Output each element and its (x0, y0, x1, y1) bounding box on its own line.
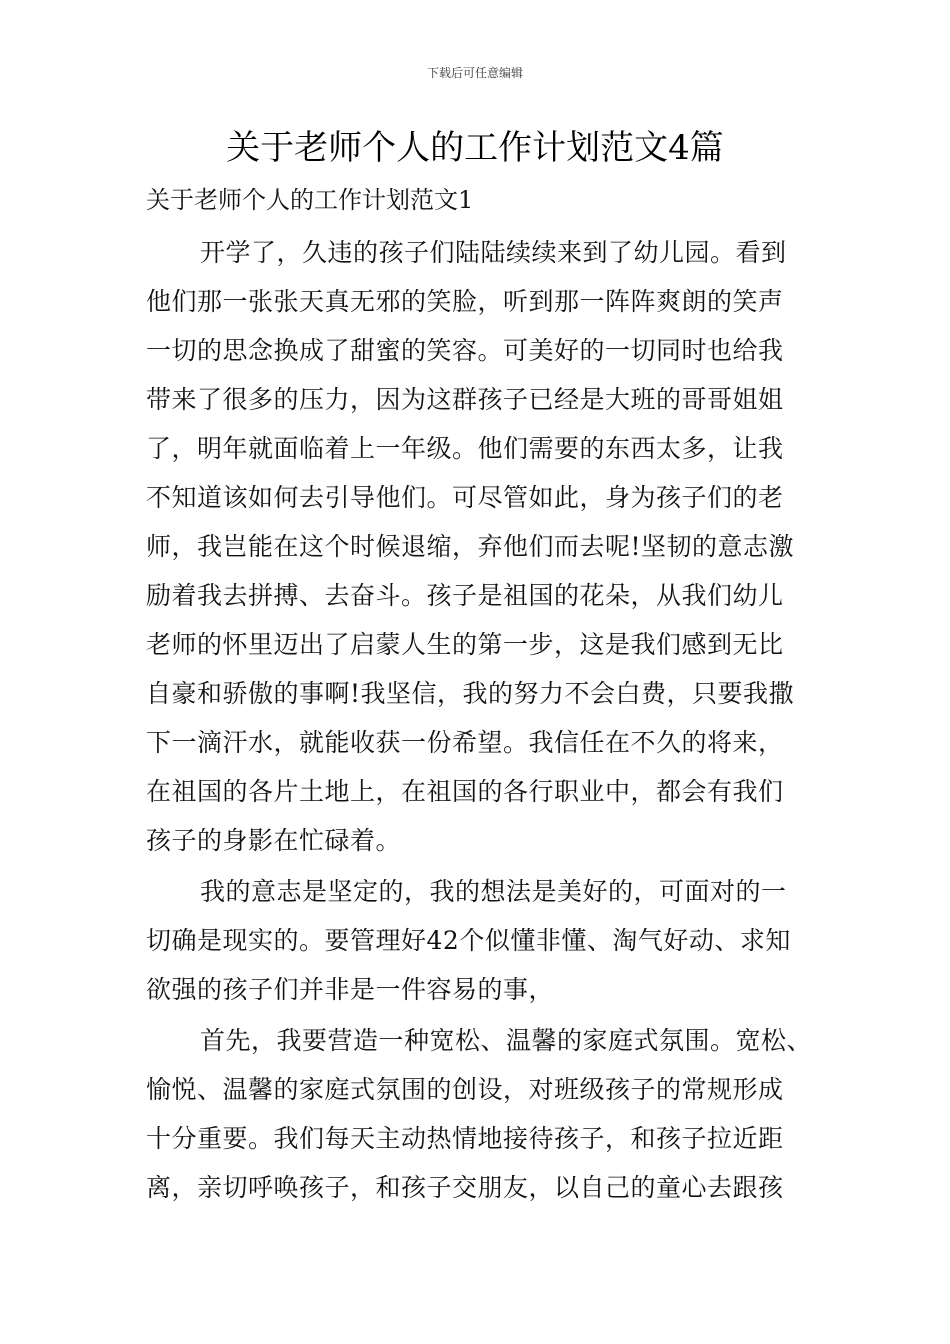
paragraph-line: 一切的思念换成了甜蜜的笑容。可美好的一切同时也给我 (146, 336, 784, 365)
paragraph-line: 我的意志是坚定的，我的想法是美好的，可面对的一 (200, 877, 787, 906)
paragraph-line: 师，我岂能在这个时候退缩，弃他们而去呢!坚韧的意志激 (146, 532, 795, 561)
paragraph-line: 切确是现实的。要管理好42个似懂非懂、淘气好动、求知 (146, 926, 791, 955)
paragraph-line: 老师的怀里迈出了启蒙人生的第一步，这是我们感到无比 (146, 630, 784, 659)
paragraph-line: 首先，我要营造一种宽松、温馨的家庭式氛围。宽松、 (200, 1026, 813, 1055)
paragraph-line: 愉悦、温馨的家庭式氛围的创设，对班级孩子的常规形成 (146, 1075, 784, 1104)
body-text (146, 228, 826, 1214)
paragraph-line: 孩子的身影在忙碌着。 (146, 826, 402, 855)
paragraph-line: 开学了，久违的孩子们陆陆续续来到了幼儿园。看到 (200, 238, 787, 267)
paragraph-line: 带来了很多的压力，因为这群孩子已经是大班的哥哥姐姐 (146, 385, 784, 414)
paragraph-line: 欲强的孩子们并非是一件容易的事， (146, 975, 555, 1004)
paragraph-line: 励着我去拼搏、去奋斗。孩子是祖国的花朵，从我们幼儿 (146, 581, 784, 610)
header-note: 下载后可任意编辑 (426, 66, 523, 80)
paragraph-line: 自豪和骄傲的事啊!我坚信，我的努力不会白费，只要我撒 (146, 679, 795, 708)
paragraph-line: 在祖国的各片土地上，在祖国的各行职业中，都会有我们 (146, 777, 784, 806)
paragraph-line: 下一滴汗水，就能收获一份希望。我信任在不久的将来， (146, 728, 784, 757)
document-title: 关于老师个人的工作计划范文4篇 (226, 128, 724, 168)
paragraph-line: 了，明年就面临着上一年级。他们需要的东西太多，让我 (146, 434, 784, 463)
section-heading: 关于老师个人的工作计划范文1 (146, 186, 474, 214)
paragraph-2 (146, 867, 826, 1014)
paragraph-line: 离，亲切呼唤孩子，和孩子交朋友，以自己的童心去跟孩 (146, 1173, 784, 1202)
paragraph-1 (146, 228, 826, 865)
paragraph-line: 他们那一张张天真无邪的笑脸，听到那一阵阵爽朗的笑声 (146, 287, 784, 316)
paragraph-line: 十分重要。我们每天主动热情地接待孩子，和孩子拉近距 (146, 1124, 784, 1153)
paragraph-3 (146, 1016, 826, 1212)
paragraph-line: 不知道该如何去引导他们。可尽管如此，身为孩子们的老 (146, 483, 784, 512)
